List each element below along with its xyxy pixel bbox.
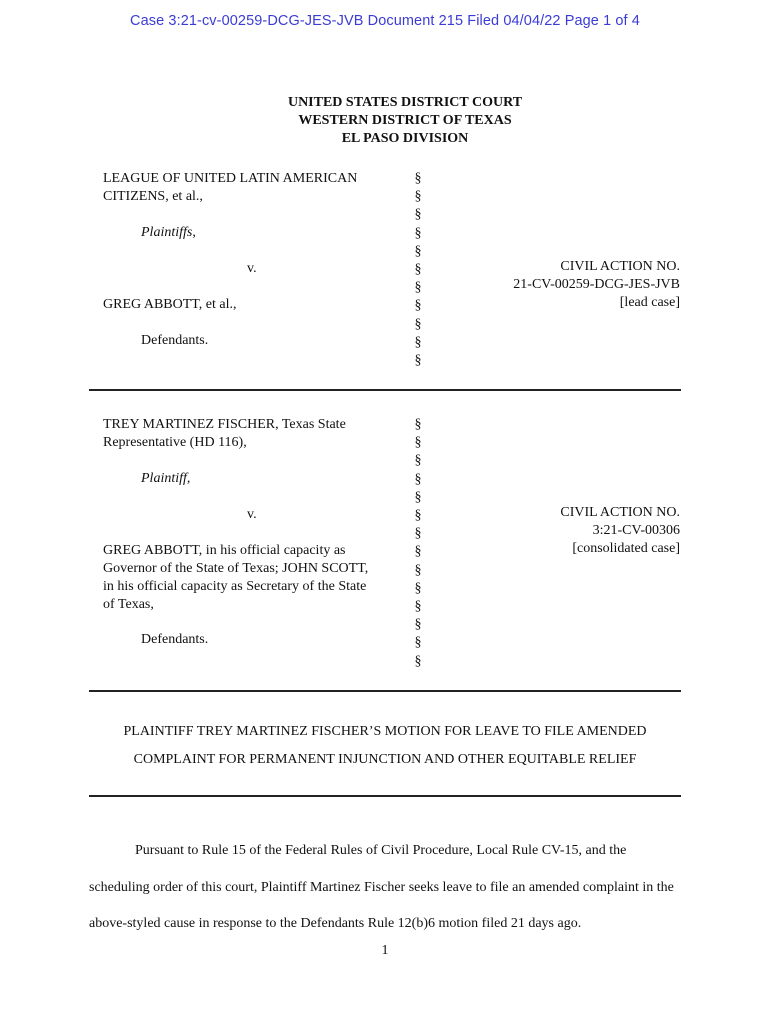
section-symbol: §: [414, 471, 422, 487]
title-divider: [89, 795, 681, 797]
section-symbol: §: [414, 225, 422, 241]
ecf-header-stamp: Case 3:21-cv-00259-DCG-JES-JVB Document 215 Filed 04/04/22 Page 1 of 4: [130, 13, 640, 29]
court-name: UNITED STATES DISTRICT COURT: [287, 95, 523, 110]
defendant-name-cont: Governor of the State of Texas; JOHN SCOTT,: [103, 561, 369, 576]
civil-action-block: [513, 258, 680, 312]
defendant-name-cont: of Texas,: [103, 597, 154, 612]
section-symbol: §: [414, 417, 422, 432]
section-symbol: §: [414, 280, 422, 296]
section-symbol: §: [414, 526, 422, 542]
plaintiff-name-cont: CITIZENS, et al.,: [103, 189, 203, 204]
civil-action-label: CIVIL ACTION NO.: [560, 505, 680, 520]
section-symbol: §: [414, 617, 422, 633]
section-symbol: §: [414, 243, 422, 259]
section-symbol: §: [414, 544, 422, 560]
section-symbol: §: [414, 171, 422, 186]
court-caption: [0, 94, 770, 148]
section-symbol: §: [414, 653, 422, 669]
motion-title-line: PLAINTIFF TREY MARTINEZ FISCHER’S MOTION FOR LEAVE TO FILE AMENDED: [123, 724, 647, 739]
section-symbol: §: [414, 334, 422, 350]
section-symbol: §: [414, 435, 422, 451]
case-designation: [consolidated case]: [572, 541, 680, 556]
section-symbol: §: [414, 599, 422, 614]
defendant-role: Defendants.: [141, 632, 209, 647]
defendant-name: GREG ABBOTT, et al.,: [103, 297, 237, 312]
plaintiff-name-cont: Representative (HD 116),: [103, 435, 247, 450]
versus: v.: [247, 507, 257, 522]
motion-body: [89, 833, 681, 943]
court-district: WESTERN DISTRICT OF TEXAS: [298, 113, 512, 128]
plaintiff-role: Plaintiff,: [141, 471, 191, 486]
caption-divider: [89, 690, 681, 692]
plaintiff-name: LEAGUE OF UNITED LATIN AMERICAN: [103, 171, 358, 186]
defendant-role: Defendants.: [141, 333, 209, 348]
defendant-name: GREG ABBOTT, in his official capacity as: [103, 543, 346, 558]
section-symbol: §: [414, 635, 422, 651]
section-symbol: §: [414, 562, 422, 578]
section-symbol: §: [414, 580, 422, 596]
section-symbol: §: [414, 262, 422, 277]
motion-title: [80, 718, 690, 774]
motion-title-line: COMPLAINT FOR PERMANENT INJUNCTION AND OTHER EQUITABLE RELIEF: [133, 752, 637, 767]
section-symbol: §: [414, 316, 422, 332]
court-division: EL PASO DIVISION: [341, 131, 469, 146]
section-symbol: §: [414, 207, 422, 223]
section-symbol: §: [414, 489, 422, 505]
section-symbol: §: [414, 353, 422, 368]
page-number: 1: [381, 943, 389, 958]
plaintiff-name: TREY MARTINEZ FISCHER, Texas State: [103, 417, 346, 432]
section-symbol: §: [414, 508, 422, 523]
plaintiff-role: Plaintiffs,: [141, 225, 196, 240]
caption-divider: [89, 389, 681, 391]
section-symbol: §: [414, 453, 422, 469]
civil-action-label: CIVIL ACTION NO.: [560, 259, 680, 274]
civil-action-number: 21-CV-00259-DCG-JES-JVB: [513, 277, 680, 292]
case-designation: [lead case]: [619, 295, 680, 310]
versus: v.: [247, 261, 257, 276]
defendant-name-cont: in his official capacity as Secretary of the State: [103, 579, 367, 594]
civil-action-number: 3:21-CV-00306: [592, 523, 680, 538]
body-paragraph: Pursuant to Rule 15 of the Federal Rules of Civil Procedure, Local Rule CV-15, and the scheduling order of this court, Plaintiff Martinez Fischer seeks leave to file an amended complaint in the above-styled cause in response to the Defendants Rule 12(b)6 motion filed 21 days ago.: [89, 843, 674, 931]
section-symbol: §: [414, 298, 422, 314]
civil-action-block: [560, 504, 680, 558]
section-symbol: §: [414, 189, 422, 205]
